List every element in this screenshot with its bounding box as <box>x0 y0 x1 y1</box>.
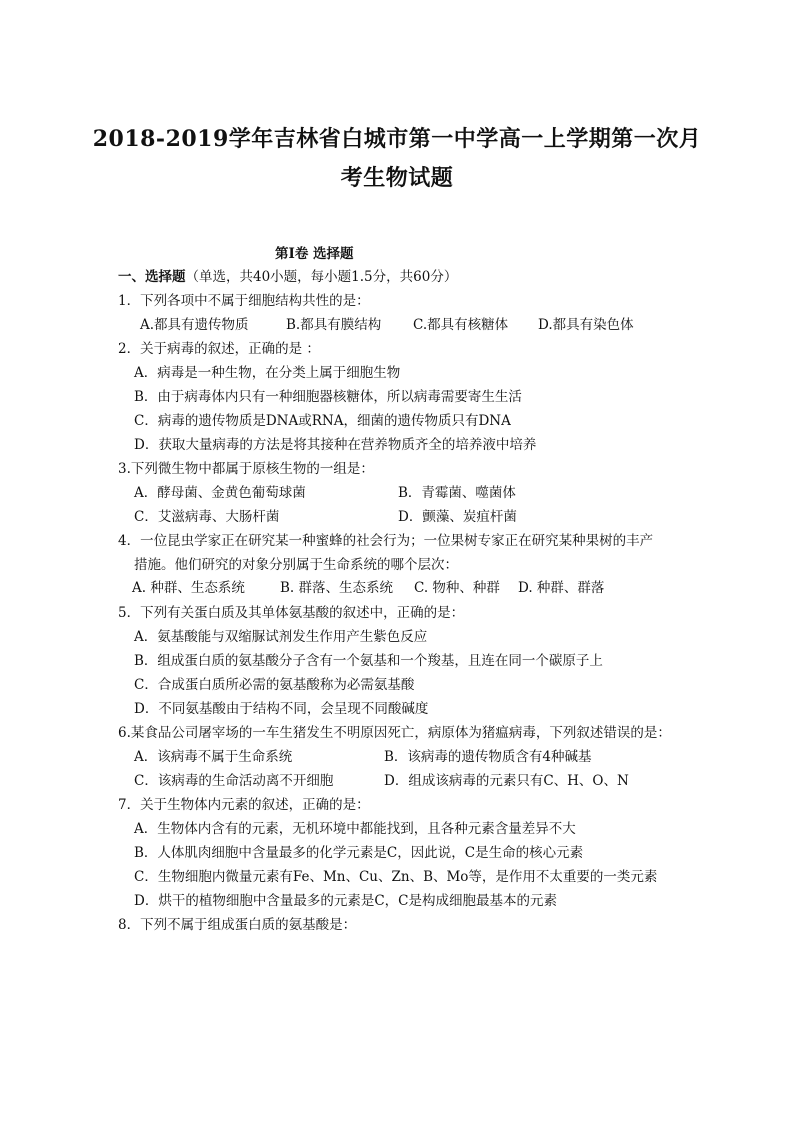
part-one-label: 一、选择题 <box>118 269 186 285</box>
q2-option-b: B．由于病毒体内只有一种细胞器核糖体，所以病毒需要寄生生活 <box>134 389 522 405</box>
section-heading: 第Ⅰ卷 选择题 <box>275 246 354 262</box>
q4-option-a: A. 种群、生态系统 <box>132 580 245 596</box>
q5-stem: 5．下列有关蛋白质及其单体氨基酸的叙述中，正确的是： <box>118 605 465 621</box>
q6-stem: 6.某食品公司屠宰场的一车生猪发生不明原因死亡，病原体为猪瘟病毒，下列叙述错误的是： <box>118 725 671 741</box>
q7-option-d: D．烘干的植物细胞中含量最多的元素是C，C是构成细胞最基本的元素 <box>134 893 557 909</box>
q3-option-c: C．艾滋病毒、大肠杆菌 <box>134 509 280 525</box>
q3-option-d: D．颤藻、炭疽杆菌 <box>398 509 517 525</box>
q2-option-d: D．获取大量病毒的方法是将其接种在营养物质齐全的培养液中培养 <box>134 437 537 453</box>
q6-option-c: C．该病毒的生命活动离不开细胞 <box>134 773 334 789</box>
part-one-note: （单选，共40小题，每小题1.5分，共60分） <box>185 269 458 285</box>
q7-option-a: A．生物体内含有的元素，无机环境中都能找到，且各种元素含量差异不大 <box>134 821 576 837</box>
q1-option-c: C.都具有核糖体 <box>413 317 509 333</box>
exam-title-line2: 考生物试题 <box>340 165 454 191</box>
q3-option-b: B．青霉菌、噬菌体 <box>398 485 516 501</box>
q7-stem: 7．关于生物体内元素的叙述，正确的是： <box>118 797 370 813</box>
q5-option-a: A．氨基酸能与双缩脲试剂发生作用产生紫色反应 <box>134 629 428 645</box>
q5-option-b: B．组成蛋白质的氨基酸分子含有一个氨基和一个羧基，且连在同一个碳原子上 <box>134 653 603 669</box>
q2-option-c: C．病毒的遗传物质是DNA或RNA，细菌的遗传物质只有DNA <box>134 413 511 429</box>
q1-option-b: B.都具有膜结构 <box>286 317 382 333</box>
exam-title-line1: 2018-2019学年吉林省白城市第一中学高一上学期第一次月 <box>92 126 702 152</box>
q2-stem: 2．关于病毒的叙述，正确的是 ： <box>118 341 320 357</box>
q4-stem-line1: 4．一位昆虫学家正在研究某一种蜜蜂的社会行为；一位果树专家正在研究某种果树的丰产 <box>118 533 654 549</box>
q7-option-b: B．人体肌肉细胞中含量最多的化学元素是C，因此说，C是生命的核心元素 <box>134 845 584 861</box>
q5-option-c: C．合成蛋白质所必需的氨基酸称为必需氨基酸 <box>134 677 415 693</box>
part-one-header <box>118 268 457 286</box>
q1-stem: 1．下列各项中不属于细胞结构共性的是： <box>118 293 370 309</box>
q4-option-c: C. 物种、种群 <box>414 580 500 596</box>
q8-stem: 8．下列不属于组成蛋白质的氨基酸是： <box>118 917 357 933</box>
q4-stem-line2: 措施。他们研究的对象分别属于生命系统的哪个层次： <box>134 557 458 573</box>
q4-option-d: D. 种群、群落 <box>518 580 605 596</box>
q1-option-a: A.都具有遗传物质 <box>140 317 249 333</box>
q5-option-d: D．不同氨基酸由于结构不同，会呈现不同酸碱度 <box>134 701 429 717</box>
q2-option-a: A．病毒是一种生物，在分类上属于细胞生物 <box>134 365 401 381</box>
q6-option-a: A．该病毒不属于生命系统 <box>134 749 293 765</box>
q6-option-b: B．该病毒的遗传物质含有4种碱基 <box>384 749 592 765</box>
q7-option-c: C．生物细胞内微量元素有Fe、Mn、Cu、Zn、B、Mo等，是作用不太重要的一类元素 <box>134 869 658 885</box>
q6-option-d: D．组成该病毒的元素只有C、H、O、N <box>384 773 629 789</box>
q1-option-d: D.都具有染色体 <box>538 317 634 333</box>
q3-stem: 3.下列微生物中都属于原核生物的一组是： <box>118 461 374 477</box>
q4-option-b: B. 群落、生态系统 <box>280 580 394 596</box>
q3-option-a: A．酵母菌、金黄色葡萄球菌 <box>134 485 306 501</box>
